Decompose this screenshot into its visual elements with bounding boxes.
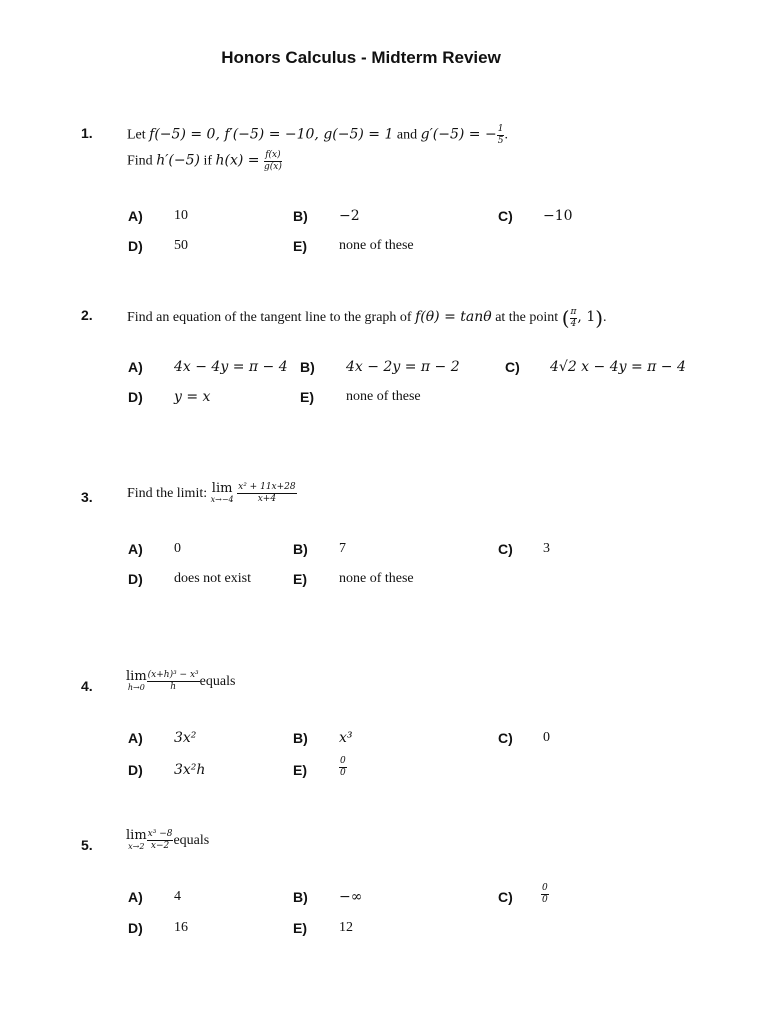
q2-option-d-value[interactable]: y = x bbox=[174, 389, 211, 405]
q1-find: Find bbox=[127, 153, 157, 169]
q4-option-a-value[interactable]: 3x² bbox=[174, 730, 197, 746]
q5-lim-word: lim bbox=[126, 828, 147, 843]
q2-option-b-value[interactable]: 4x − 2y = π − 2 bbox=[346, 359, 460, 375]
question-1-line-2 bbox=[127, 150, 282, 173]
q3-prompt: Find the limit: bbox=[127, 485, 211, 501]
q2-function: f(θ) = tanθ bbox=[415, 309, 492, 326]
q1-frac-num: 1 bbox=[497, 124, 504, 134]
q4-e-num: 0 bbox=[340, 756, 346, 766]
q5-fraction bbox=[147, 829, 174, 852]
q4-option-a-label[interactable]: A) bbox=[128, 730, 143, 746]
question-1-line-1 bbox=[127, 124, 508, 147]
question-4-number: 4. bbox=[81, 678, 93, 694]
q5-c-fraction bbox=[541, 883, 549, 906]
q3-frac-den: x+4 bbox=[257, 494, 277, 505]
q1-option-e-value[interactable]: none of these bbox=[339, 238, 414, 253]
q3-lim-word: lim bbox=[211, 481, 233, 496]
q5-option-a-value[interactable]: 4 bbox=[174, 889, 181, 904]
q2-point-y: , 1 bbox=[577, 309, 596, 326]
q5-option-c-label[interactable]: C) bbox=[498, 889, 513, 905]
q4-fraction bbox=[147, 670, 200, 693]
q3-option-d-label[interactable]: D) bbox=[128, 571, 143, 587]
q3-option-a-value[interactable]: 0 bbox=[174, 541, 181, 556]
q4-frac-den: h bbox=[170, 682, 177, 693]
q1-option-a-value[interactable]: 10 bbox=[174, 208, 188, 223]
q5-equals: equals bbox=[173, 832, 210, 848]
q4-option-b-value[interactable]: x³ bbox=[339, 730, 353, 746]
q2-option-e-value[interactable]: none of these bbox=[346, 389, 421, 404]
q3-option-e-value[interactable]: none of these bbox=[339, 571, 414, 586]
q2-prompt: Find an equation of the tangent line to the graph of bbox=[127, 310, 416, 326]
q2-option-c-value[interactable]: 4√2 x − 4y = π − 4 bbox=[550, 359, 686, 375]
q5-option-c-value[interactable] bbox=[541, 883, 549, 906]
q3-option-b-value[interactable]: 7 bbox=[339, 541, 346, 556]
question-3-number: 3. bbox=[81, 489, 93, 505]
q4-option-e-label[interactable]: E) bbox=[293, 762, 307, 778]
q1-period: . bbox=[504, 127, 508, 143]
q1-h-prime: h′(−5) bbox=[156, 152, 200, 169]
q4-option-b-label[interactable]: B) bbox=[293, 730, 308, 746]
q1-fraction-f-over-g bbox=[264, 150, 282, 173]
question-2-number: 2. bbox=[81, 307, 93, 323]
q1-option-d-label[interactable]: D) bbox=[128, 238, 143, 254]
q5-frac-num: x³ −8 bbox=[147, 829, 173, 840]
q4-e-fraction bbox=[339, 756, 347, 779]
q1-option-b-label[interactable]: B) bbox=[293, 208, 308, 224]
q2-at-point: at the point bbox=[491, 310, 562, 326]
q1-if: if bbox=[199, 153, 216, 169]
q1-option-c-label[interactable]: C) bbox=[498, 208, 513, 224]
question-2-text bbox=[127, 306, 607, 330]
page-title: Honors Calculus - Midterm Review bbox=[221, 48, 501, 67]
q1-fg-den: g(x) bbox=[263, 161, 282, 172]
q1-h-def: h(x) = bbox=[215, 152, 264, 169]
question-5-text bbox=[126, 829, 209, 852]
q3-option-e-label[interactable]: E) bbox=[293, 571, 307, 587]
q1-g-prime: g′(−5) = − bbox=[420, 126, 497, 143]
q1-frac-den: 5 bbox=[497, 135, 504, 146]
q3-option-c-value[interactable]: 3 bbox=[543, 541, 550, 556]
q2-frac-den: 4 bbox=[570, 318, 577, 329]
q2-option-d-label[interactable]: D) bbox=[128, 389, 143, 405]
q4-limit bbox=[126, 670, 147, 693]
q3-option-d-value[interactable]: does not exist bbox=[174, 571, 251, 586]
q3-limit bbox=[211, 482, 234, 505]
q1-given-values: f(−5) = 0, f′(−5) = −10, g(−5) = 1 bbox=[149, 126, 394, 143]
q4-option-c-value[interactable]: 0 bbox=[543, 730, 550, 745]
q2-option-c-label[interactable]: C) bbox=[505, 359, 520, 375]
q4-lim-sub: h→0 bbox=[127, 683, 145, 693]
q4-frac-num: (x+h)³ − x³ bbox=[147, 670, 199, 681]
q5-option-e-label[interactable]: E) bbox=[293, 920, 307, 936]
q4-equals: equals bbox=[199, 673, 236, 689]
question-1-number: 1. bbox=[81, 125, 93, 141]
q5-option-b-label[interactable]: B) bbox=[293, 889, 308, 905]
q4-option-d-value[interactable]: 3x²h bbox=[174, 762, 206, 778]
q4-e-den: 0 bbox=[340, 767, 346, 778]
q2-frac-num: π bbox=[570, 306, 577, 317]
q4-option-c-label[interactable]: C) bbox=[498, 730, 513, 746]
q1-option-d-value[interactable]: 50 bbox=[174, 238, 188, 253]
q4-option-e-value[interactable] bbox=[339, 756, 347, 779]
q2-option-e-label[interactable]: E) bbox=[300, 389, 314, 405]
q4-option-d-label[interactable]: D) bbox=[128, 762, 143, 778]
question-4-text bbox=[126, 670, 235, 693]
question-5-number: 5. bbox=[81, 837, 93, 853]
q5-option-d-value[interactable]: 16 bbox=[174, 920, 188, 935]
q5-option-d-label[interactable]: D) bbox=[128, 920, 143, 936]
q3-fraction bbox=[237, 482, 296, 505]
q5-option-b-value[interactable]: −∞ bbox=[339, 889, 363, 905]
q3-frac-num: x² + 11x+28 bbox=[238, 482, 296, 493]
q5-c-num: 0 bbox=[542, 883, 548, 893]
q2-open-paren: ( bbox=[561, 306, 570, 330]
q3-option-b-label[interactable]: B) bbox=[293, 541, 308, 557]
q1-option-c-value[interactable]: −10 bbox=[543, 208, 573, 224]
q5-limit bbox=[126, 829, 147, 852]
question-3-text bbox=[127, 482, 297, 505]
q1-let: Let bbox=[127, 127, 150, 143]
q1-option-e-label[interactable]: E) bbox=[293, 238, 307, 254]
q1-option-b-value[interactable]: −2 bbox=[339, 208, 360, 224]
q3-option-a-label[interactable]: A) bbox=[128, 541, 143, 557]
q5-lim-sub: x→2 bbox=[128, 842, 145, 852]
q1-option-a-label[interactable]: A) bbox=[128, 208, 143, 224]
q2-option-a-label[interactable]: A) bbox=[128, 359, 143, 375]
q5-c-den: 0 bbox=[542, 894, 548, 905]
q2-period: . bbox=[603, 310, 607, 326]
q2-option-a-value[interactable]: 4x − 4y = π − 4 bbox=[174, 359, 288, 375]
q5-frac-den: x−2 bbox=[150, 841, 170, 852]
q4-lim-word: lim bbox=[126, 669, 147, 684]
q1-and: and bbox=[393, 127, 421, 143]
q5-option-e-value[interactable]: 12 bbox=[339, 920, 353, 935]
q2-option-b-label[interactable]: B) bbox=[300, 359, 315, 375]
q3-lim-sub: x→−4 bbox=[210, 495, 234, 505]
q2-close-paren: ) bbox=[595, 306, 604, 330]
q5-option-a-label[interactable]: A) bbox=[128, 889, 143, 905]
q1-fg-num: f(x) bbox=[265, 150, 281, 160]
q3-option-c-label[interactable]: C) bbox=[498, 541, 513, 557]
